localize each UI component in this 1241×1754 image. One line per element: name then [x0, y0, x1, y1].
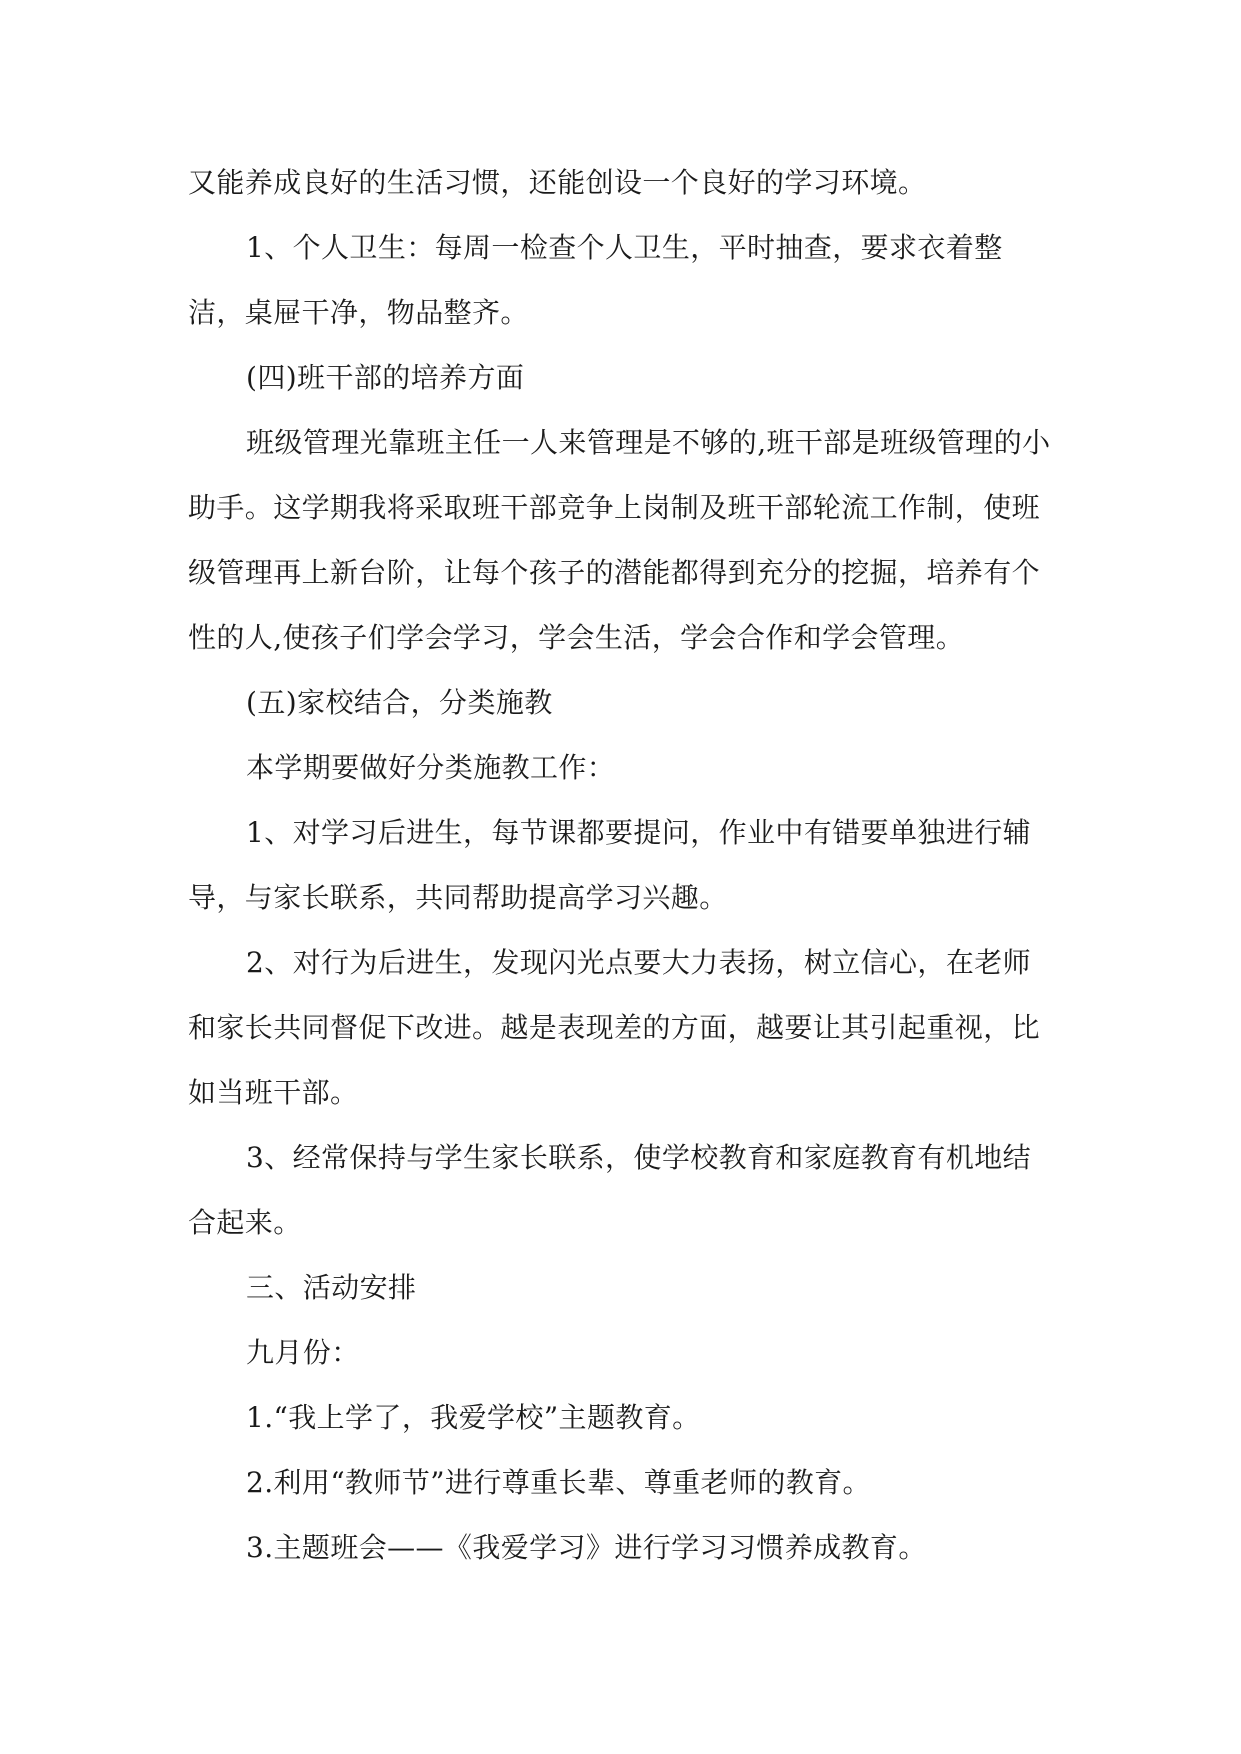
month-label-september: 九月份： — [246, 1336, 360, 1369]
paragraph-item-3: 3、经常保持与学生家长联系，使学校教育和家庭教育有机地结合起来。 — [188, 1141, 1032, 1239]
paragraph-semester-plan: 本学期要做好分类施教工作： — [246, 751, 616, 784]
paragraph-personal-hygiene: 1、个人卫生：每周一检查个人卫生，平时抽查，要求衣着整洁，桌屉干净，物品整齐。 — [188, 231, 1003, 329]
section-heading-activities: 三、活动安排 — [246, 1271, 417, 1304]
paragraph-continuation: 又能养成良好的生活习惯，还能创设一个良好的学习环境。 — [188, 166, 927, 199]
section-heading-class-cadre: (四)班干部的培养方面 — [246, 361, 525, 394]
paragraph-item-2: 2、对行为后进生，发现闪光点要大力表扬，树立信心，在老师和家长共同督促下改进。越是表现差的方面，越要让其引起重视，比如当班干部。 — [188, 946, 1041, 1109]
section-heading-home-school: (五)家校结合，分类施教 — [246, 686, 553, 719]
activity-item-2: 2.利用“教师节”进行尊重长辈、尊重老师的教育。 — [246, 1466, 871, 1499]
activity-item-1: 1.“我上学了，我爱学校”主题教育。 — [246, 1401, 701, 1434]
activity-item-3: 3.主题班会——《我爱学习》进行学习习惯养成教育。 — [246, 1531, 927, 1564]
paragraph-class-cadre: 班级管理光靠班主任一人来管理是不够的,班干部是班级管理的小助手。这学期我将采取班干部竞争上岗制及班干部轮流工作制，使班级管理再上新台阶，让每个孩子的潜能都得到充分的挖掘，培养有个性的人,使孩子们学会学习，学会生活，学会合作和学会管理。 — [188, 426, 1051, 654]
paragraph-item-1: 1、对学习后进生，每节课都要提问，作业中有错要单独进行辅导，与家长联系，共同帮助提高学习兴趣。 — [188, 816, 1032, 914]
